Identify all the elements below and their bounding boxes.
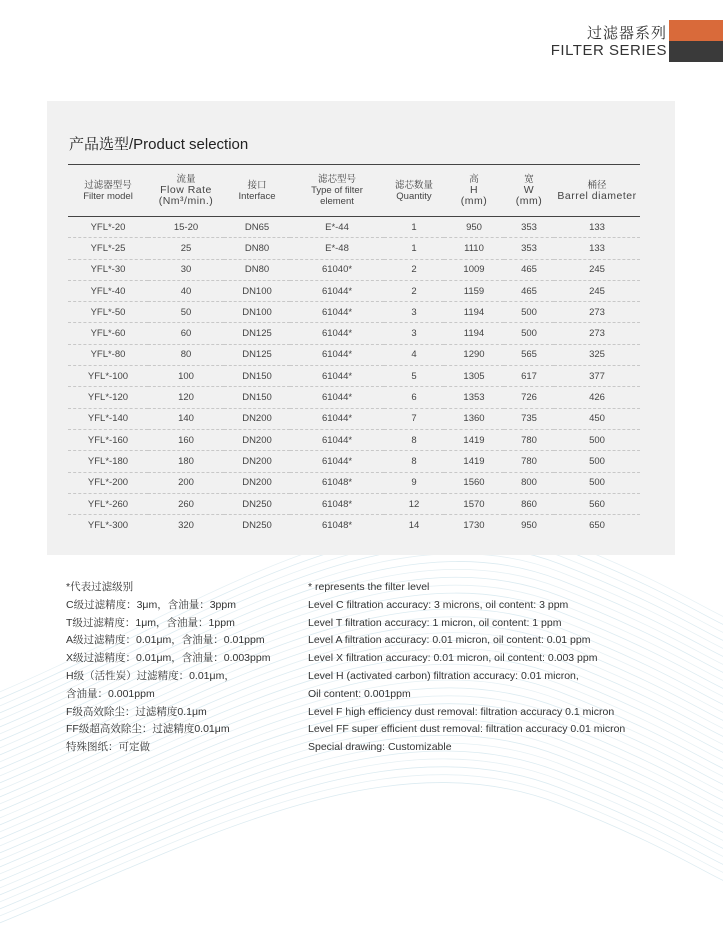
table-header-row bbox=[68, 165, 640, 217]
table-cell: 560 bbox=[554, 493, 640, 514]
note-line: Level C filtration accuracy: 3 microns, oil content: 3 ppm bbox=[308, 598, 569, 611]
table-cell: DN125 bbox=[224, 323, 290, 344]
table-cell: DN250 bbox=[242, 519, 272, 531]
table-cell: 61044* bbox=[290, 387, 384, 408]
column-header-line: 接口 bbox=[247, 179, 267, 191]
table-cell: 140 bbox=[148, 408, 224, 429]
notes-english bbox=[308, 579, 625, 757]
table-cell: DN200 bbox=[224, 408, 290, 429]
header-color-block bbox=[669, 20, 723, 62]
table-cell: 780 bbox=[504, 429, 554, 450]
table-cell: 120 bbox=[148, 387, 224, 408]
note-line: Level F high efficiency dust removal: filtration accuracy 0.1 micron bbox=[308, 705, 615, 718]
table-cell: 500 bbox=[504, 302, 554, 323]
table-cell: DN80 bbox=[224, 238, 290, 259]
table-cell: 61044* bbox=[290, 451, 384, 472]
table-cell: 1 bbox=[384, 238, 444, 259]
table-cell: 565 bbox=[504, 344, 554, 365]
note-line: H级（活性炭）过滤精度：0.01μm， bbox=[66, 669, 235, 682]
column-header-line: (mm) bbox=[515, 195, 543, 207]
column-header-line: Barrel diameter bbox=[557, 189, 637, 202]
column-header-line: element bbox=[320, 196, 354, 207]
note-line: 含油量：0.001ppm bbox=[66, 687, 155, 700]
column-header-line: Type of filter bbox=[311, 185, 363, 196]
table-cell: 1110 bbox=[444, 238, 504, 259]
table-cell: 30 bbox=[148, 259, 224, 280]
table-cell: 61040* bbox=[290, 259, 384, 280]
table-cell: 780 bbox=[504, 451, 554, 472]
table-cell: 500 bbox=[554, 472, 640, 493]
table-cell: 133 bbox=[554, 217, 640, 238]
table-cell: 133 bbox=[554, 238, 640, 259]
table-cell: 726 bbox=[504, 387, 554, 408]
column-header-line: (Nm³/min.) bbox=[158, 195, 214, 207]
table-cell: 500 bbox=[554, 429, 640, 450]
table-cell: DN65 bbox=[224, 217, 290, 238]
table-cell: 180 bbox=[148, 451, 224, 472]
column-header bbox=[554, 165, 640, 217]
table-cell: 950 bbox=[521, 519, 537, 531]
column-header-line: 滤芯型号 bbox=[317, 174, 356, 185]
column-header-line: 过滤器型号 bbox=[84, 179, 132, 191]
table-row bbox=[68, 408, 640, 429]
table-cell: DN200 bbox=[224, 472, 290, 493]
table-cell: YFL*-20 bbox=[68, 217, 148, 238]
table-cell: 950 bbox=[444, 217, 504, 238]
table-cell: 61044* bbox=[290, 280, 384, 301]
column-header bbox=[444, 165, 504, 217]
column-header bbox=[148, 165, 224, 217]
table-cell: 1009 bbox=[444, 259, 504, 280]
table-row bbox=[68, 515, 640, 536]
note-line: 特殊图纸：可定做 bbox=[66, 741, 150, 754]
table-row bbox=[68, 280, 640, 301]
table-cell: 273 bbox=[554, 302, 640, 323]
note-line: FF级超高效除尘：过滤精度0.01μm bbox=[66, 723, 230, 736]
table-cell: 260 bbox=[148, 493, 224, 514]
table-cell: 1194 bbox=[444, 323, 504, 344]
table-cell: 15-20 bbox=[148, 217, 224, 238]
table-cell: YFL*-160 bbox=[68, 429, 148, 450]
series-title-en: FILTER SERIES bbox=[550, 42, 667, 59]
notes-chinese bbox=[66, 579, 270, 757]
table-cell: 61044* bbox=[290, 302, 384, 323]
column-header-line: 宽 bbox=[524, 174, 534, 185]
table-row bbox=[68, 493, 640, 514]
table-cell: E*-44 bbox=[290, 217, 384, 238]
table-cell: 61048* bbox=[290, 472, 384, 493]
column-header-line: 流量 bbox=[176, 174, 196, 185]
note-line: Level A filtration accuracy: 0.01 micron, oil content: 0.01 ppm bbox=[308, 634, 591, 647]
table-cell: 353 bbox=[504, 238, 554, 259]
table-cell: 2 bbox=[384, 259, 444, 280]
table-cell: YFL*-260 bbox=[68, 493, 148, 514]
table-cell: 7 bbox=[384, 408, 444, 429]
table-cell: DN100 bbox=[224, 280, 290, 301]
table-cell: 61044* bbox=[290, 344, 384, 365]
table-cell: 426 bbox=[554, 387, 640, 408]
table-cell: 377 bbox=[554, 366, 640, 387]
table-cell: 2 bbox=[384, 280, 444, 301]
table-cell: 14 bbox=[408, 519, 420, 531]
table-cell: 1730 bbox=[463, 519, 485, 531]
table-cell: 61044* bbox=[290, 366, 384, 387]
table-cell: 6 bbox=[384, 387, 444, 408]
table-row bbox=[68, 259, 640, 280]
table-row bbox=[68, 302, 640, 323]
table-cell: 100 bbox=[148, 366, 224, 387]
table-row bbox=[68, 472, 640, 493]
column-header bbox=[504, 165, 554, 217]
table-cell: 800 bbox=[504, 472, 554, 493]
table-cell: E*-48 bbox=[290, 238, 384, 259]
table-cell: YFL*-50 bbox=[68, 302, 148, 323]
table-cell: 1419 bbox=[444, 451, 504, 472]
table-cell: YFL*-40 bbox=[68, 280, 148, 301]
table-cell: DN250 bbox=[224, 493, 290, 514]
table-cell: 3 bbox=[384, 323, 444, 344]
column-header bbox=[290, 165, 384, 217]
table-cell: 320 bbox=[178, 519, 194, 531]
table-cell: DN150 bbox=[224, 387, 290, 408]
note-line: * represents the filter level bbox=[308, 581, 430, 593]
table-cell: 325 bbox=[554, 344, 640, 365]
table-cell: 650 bbox=[589, 519, 605, 531]
table-cell: 8 bbox=[384, 451, 444, 472]
table-cell: 61044* bbox=[290, 408, 384, 429]
table-body bbox=[68, 217, 640, 536]
column-header-line: 高 bbox=[469, 174, 479, 185]
column-header-line: W bbox=[523, 184, 535, 196]
table-cell: 1194 bbox=[444, 302, 504, 323]
column-header-line: (mm) bbox=[460, 195, 488, 207]
column-header-line: Filter model bbox=[83, 190, 133, 202]
table-cell: 500 bbox=[504, 323, 554, 344]
note-line: A级过滤精度：0.01μm，含油量：0.01ppm bbox=[66, 634, 265, 647]
table-cell: 1305 bbox=[444, 366, 504, 387]
table-cell: 40 bbox=[148, 280, 224, 301]
table-cell: 273 bbox=[554, 323, 640, 344]
wave-line bbox=[0, 775, 723, 924]
wave-line bbox=[0, 783, 723, 931]
column-header-line: 桶径 bbox=[587, 179, 607, 191]
table-cell: DN100 bbox=[224, 302, 290, 323]
note-line: Level FF super efficient dust removal: filtration accuracy 0.01 micron bbox=[308, 723, 626, 736]
table-cell: 50 bbox=[148, 302, 224, 323]
table-cell: YFL*-300 bbox=[87, 519, 129, 531]
note-line: T级过滤精度：1μm，含油量：1ppm bbox=[66, 616, 235, 629]
note-line: F级高效除尘：过滤精度0.1μm bbox=[66, 705, 207, 718]
table-cell: 80 bbox=[148, 344, 224, 365]
table-row bbox=[68, 429, 640, 450]
note-line: Level X filtration accuracy: 0.01 micron, oil content: 0.003 ppm bbox=[308, 652, 598, 665]
table-cell: 735 bbox=[504, 408, 554, 429]
table-cell: 500 bbox=[554, 451, 640, 472]
table-cell: 160 bbox=[148, 429, 224, 450]
table-cell: 3 bbox=[384, 302, 444, 323]
table-cell: DN200 bbox=[224, 429, 290, 450]
wave-line bbox=[0, 767, 723, 917]
table-cell: 1570 bbox=[444, 493, 504, 514]
table-cell: 450 bbox=[554, 408, 640, 429]
table-cell: 61044* bbox=[290, 429, 384, 450]
note-line: Oil content: 0.001ppm bbox=[308, 687, 411, 700]
table-cell: YFL*-120 bbox=[68, 387, 148, 408]
note-line: X级过滤精度：0.01μm，含油量：0.003ppm bbox=[66, 652, 271, 665]
table-cell: YFL*-30 bbox=[68, 259, 148, 280]
note-line: Level H (activated carbon) filtration accuracy: 0.01 micron, bbox=[308, 669, 579, 682]
table-cell: DN200 bbox=[224, 451, 290, 472]
table-row bbox=[68, 387, 640, 408]
table-row bbox=[68, 238, 640, 259]
header-dark-bar bbox=[669, 41, 723, 62]
table-cell: 61044* bbox=[290, 323, 384, 344]
table-cell: DN80 bbox=[224, 259, 290, 280]
table-cell: 245 bbox=[554, 280, 640, 301]
table-cell: 61048* bbox=[290, 493, 384, 514]
note-line: C级过滤精度：3μm，含油量：3ppm bbox=[66, 598, 236, 611]
column-header-line: 滤芯数量 bbox=[394, 179, 433, 191]
column-header bbox=[384, 165, 444, 217]
table-cell: YFL*-180 bbox=[68, 451, 148, 472]
note-line: Level T filtration accuracy: 1 micron, oil content: 1 ppm bbox=[308, 616, 562, 629]
table-cell: 200 bbox=[148, 472, 224, 493]
wave-line bbox=[0, 759, 723, 910]
table-cell: 465 bbox=[504, 280, 554, 301]
table-cell: 1560 bbox=[444, 472, 504, 493]
table-cell: 9 bbox=[384, 472, 444, 493]
table-cell: YFL*-60 bbox=[68, 323, 148, 344]
product-selection-table bbox=[68, 164, 640, 535]
table-cell: 1159 bbox=[444, 280, 504, 301]
table-cell: 353 bbox=[504, 217, 554, 238]
table-cell: 1360 bbox=[444, 408, 504, 429]
table-cell: YFL*-140 bbox=[68, 408, 148, 429]
table-cell: 8 bbox=[384, 429, 444, 450]
table-cell: 1290 bbox=[444, 344, 504, 365]
table-row bbox=[68, 323, 640, 344]
table-row bbox=[68, 366, 640, 387]
table-cell: 465 bbox=[504, 259, 554, 280]
table-cell: DN125 bbox=[224, 344, 290, 365]
table-cell: 1353 bbox=[444, 387, 504, 408]
table-row bbox=[68, 451, 640, 472]
table-cell: 25 bbox=[148, 238, 224, 259]
table-cell: 12 bbox=[384, 493, 444, 514]
column-header bbox=[224, 165, 290, 217]
column-header-line: Flow Rate bbox=[160, 184, 212, 196]
table-cell: 1 bbox=[384, 217, 444, 238]
table-cell: YFL*-80 bbox=[68, 344, 148, 365]
column-header-line: Quantity bbox=[396, 190, 432, 202]
table-cell: 617 bbox=[504, 366, 554, 387]
table-cell: 61048* bbox=[321, 519, 353, 531]
section-title: 产品选型/Product selection bbox=[69, 136, 249, 153]
table-cell: 860 bbox=[504, 493, 554, 514]
table-row bbox=[68, 344, 640, 365]
column-header-line: H bbox=[469, 184, 479, 196]
table-cell: 5 bbox=[384, 366, 444, 387]
note-line: Special drawing: Customizable bbox=[308, 741, 452, 754]
series-title-cn: 过滤器系列 bbox=[586, 25, 667, 42]
table-cell: YFL*-200 bbox=[68, 472, 148, 493]
table-cell: 245 bbox=[554, 259, 640, 280]
column-header bbox=[68, 165, 148, 217]
table-cell: YFL*-100 bbox=[68, 366, 148, 387]
table-cell: 1419 bbox=[444, 429, 504, 450]
table-cell: 60 bbox=[148, 323, 224, 344]
column-header-line: Interface bbox=[238, 190, 276, 202]
wave-line bbox=[0, 735, 723, 889]
table-cell: DN150 bbox=[224, 366, 290, 387]
table-cell: YFL*-25 bbox=[68, 238, 148, 259]
table-cell: 4 bbox=[384, 344, 444, 365]
note-line: *代表过滤级别 bbox=[66, 581, 134, 593]
table-row bbox=[68, 217, 640, 238]
header-accent-bar bbox=[669, 20, 723, 41]
